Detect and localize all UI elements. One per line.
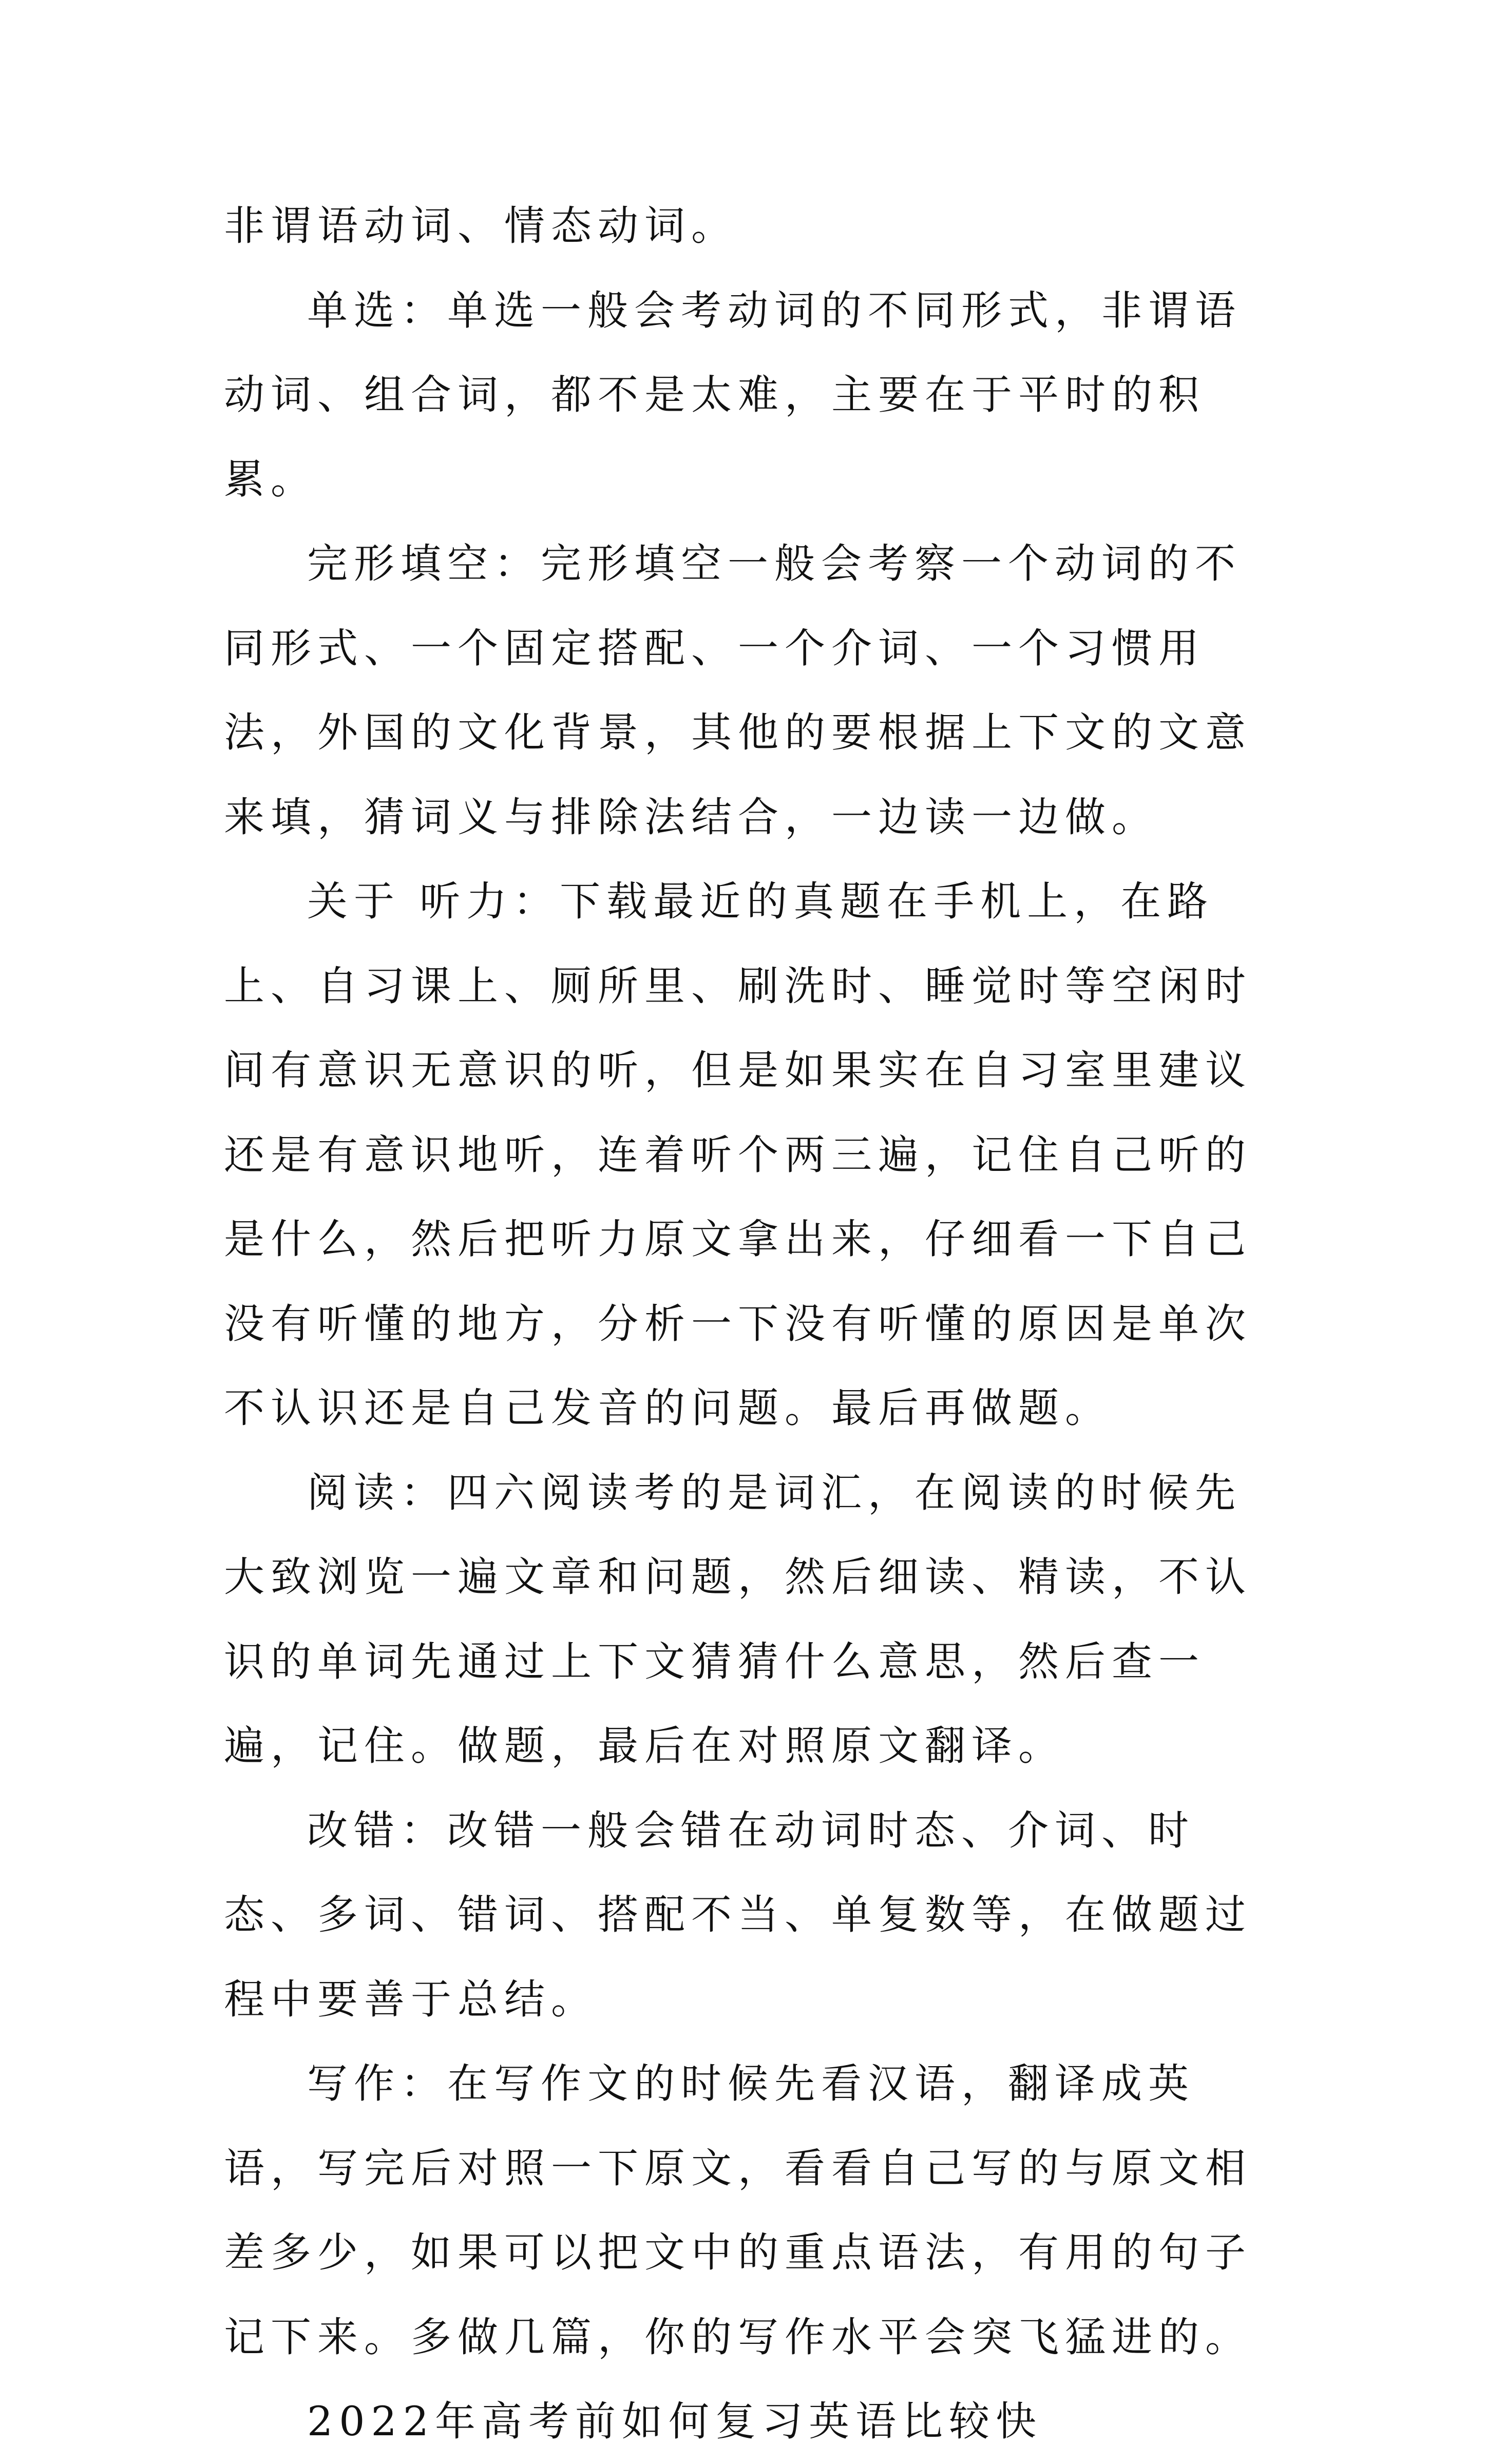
document-body — [224, 184, 1271, 2464]
paragraph-multiple-choice: 单选：单选一般会考动词的不同形式，非谓语动词、组合词，都不是太难，主要在于平时的积累。 — [224, 286, 1242, 503]
paragraph-writing: 写作：在写作文的时候先看汉语，翻译成英语，写完后对照一下原文，看看自己写的与原文相差多少，如果可以把文中的重点语法，有用的句子记下来。多做几篇，你的写作水平会突飞猛进的。 — [224, 2060, 1252, 2361]
section-heading: 2022年高考前如何复习英语比较快 — [307, 2398, 1043, 2445]
paragraph-reading: 阅读：四六阅读考的是词汇，在阅读的时候先大致浏览一遍文章和问题，然后细读、精读，不认识的单词先通过上下文猜猜什么意思，然后查一遍，记住。做题，最后在对照原文翻译。 — [224, 1469, 1252, 1769]
paragraph-error-correction: 改错：改错一般会错在动词时态、介词、时态、多词、错词、搭配不当、单复数等，在做题过程中要善于总结。 — [224, 1806, 1252, 2023]
paragraph-listening: 关于 听力：下载最近的真题在手机上，在路上、自习课上、厕所里、刷洗时、睡觉时等空闲时间有意识无意识的听，但是如果实在自习室里建议还是有意识地听，连着听个两三遍，记住自己听的是什么，然后把听力原文拿出来，仔细看一下自己没有听懂的地方，分析一下没有听懂的原因是单次不认识还是自己发音的问题。最后再做题。 — [224, 878, 1252, 1432]
paragraph-verb-types: 非谓语动词、情态动词。 — [224, 202, 738, 249]
paragraph-cloze: 完形填空：完形填空一般会考察一个动词的不同形式、一个固定搭配、一个介词、一个习惯用法，外国的文化背景，其他的要根据上下文的文意来填，猜词义与排除法结合，一边读一边做。 — [224, 540, 1252, 841]
